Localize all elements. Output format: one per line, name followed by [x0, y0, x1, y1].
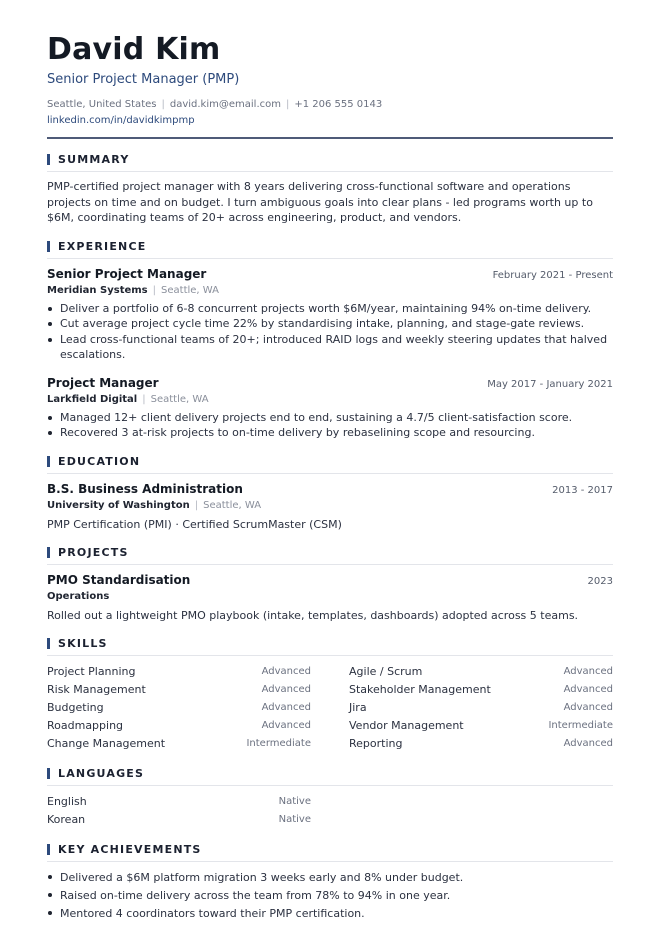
language-item [47, 793, 311, 811]
section-accent-bar [47, 547, 50, 558]
projects-section [47, 546, 613, 623]
section-title: SKILLS [58, 636, 108, 650]
skill-item [349, 681, 613, 699]
skill-level: Intermediate [246, 737, 311, 749]
contact-email[interactable]: david.kim@email.com [169, 99, 281, 110]
skill-name: Project Planning [47, 664, 136, 678]
language-item [47, 811, 311, 829]
resume-content [47, 33, 613, 923]
skill-name: Risk Management [47, 682, 146, 696]
section-accent-bar [47, 768, 50, 779]
contact-line [47, 98, 613, 111]
school-location: Seattle, WA [203, 499, 262, 511]
section-heading [47, 153, 613, 172]
section-title: PROJECTS [58, 545, 129, 559]
achievement-item: Mentored 4 coordinators toward their PMP certification. [47, 905, 613, 923]
section-title: LANGUAGES [58, 766, 145, 780]
skill-item [47, 663, 311, 681]
skill-item [47, 699, 311, 717]
contact-separator: | [161, 99, 165, 110]
section-heading [47, 546, 613, 565]
job-date: February 2021 - Present [492, 269, 613, 281]
skill-level: Advanced [261, 719, 311, 731]
skill-item [349, 699, 613, 717]
skill-name: Stakeholder Management [349, 682, 491, 696]
job-location: Seattle, WA [150, 393, 209, 405]
contact-location: Seattle, United States [47, 99, 157, 110]
language-level: Native [278, 795, 311, 807]
job-bullets [47, 410, 613, 441]
project-title: PMO Standardisation [47, 572, 191, 587]
languages-list [47, 793, 311, 829]
education-date: 2013 - 2017 [552, 484, 613, 496]
section-accent-bar [47, 638, 50, 649]
resume-header [47, 33, 613, 139]
job-bullet: Lead cross-functional teams of 20+; introduced RAID logs and weekly steering updates that halved escalations. [47, 332, 613, 363]
linkedin-link[interactable]: linkedin.com/in/davidkimpmp [47, 115, 195, 126]
skill-level: Advanced [563, 665, 613, 677]
achievement-item: Raised on-time delivery across the team from 78% to 94% in one year. [47, 887, 613, 905]
section-accent-bar [47, 456, 50, 467]
skill-level: Advanced [261, 665, 311, 677]
section-accent-bar [47, 154, 50, 165]
job-title: Project Manager [47, 375, 159, 390]
job-location: Seattle, WA [161, 284, 219, 296]
skill-level: Advanced [563, 701, 613, 713]
skill-name: Budgeting [47, 700, 104, 714]
section-title: SUMMARY [58, 153, 130, 166]
skill-item [349, 735, 613, 753]
language-name: English [47, 794, 87, 808]
school-separator: | [194, 499, 199, 511]
company-separator: | [142, 393, 146, 405]
section-title: EDUCATION [58, 454, 141, 468]
section-accent-bar [47, 241, 50, 252]
contact-phone[interactable]: +1 206 555 0143 [294, 99, 383, 110]
skill-item [47, 717, 311, 735]
skill-item [349, 663, 613, 681]
skill-name: Roadmapping [47, 718, 124, 732]
section-title: KEY ACHIEVEMENTS [58, 842, 202, 856]
skill-item [349, 717, 613, 735]
language-name: Korean [47, 812, 86, 826]
skill-level: Advanced [261, 683, 311, 695]
school-line [47, 499, 613, 512]
section-accent-bar [47, 844, 50, 855]
section-heading [47, 637, 613, 656]
achievements-section [47, 843, 613, 923]
project-category: Operations [47, 590, 110, 602]
section-heading [47, 455, 613, 474]
skill-name: Vendor Management [349, 718, 464, 732]
skills-section [47, 637, 613, 753]
project-category-line [47, 590, 613, 603]
job-company-line [47, 284, 613, 297]
project-date: 2023 [587, 575, 613, 587]
job-bullet: Managed 12+ client delivery projects end to end, sustaining a 4.7/5 client-satisfaction score. [47, 410, 613, 426]
skill-name: Jira [349, 700, 367, 714]
skill-name: Change Management [47, 736, 166, 750]
achievement-list [47, 869, 613, 923]
certifications-text: PMP Certification (PMI) · Certified ScrumMaster (CSM) [47, 517, 342, 531]
experience-section [47, 240, 613, 441]
job-title: Senior Project Manager [47, 266, 207, 281]
school-name: University of Washington [47, 499, 190, 511]
languages-section [47, 767, 613, 829]
job-bullet: Cut average project cycle time 22% by standardising intake, planning, and stage-gate reviews. [47, 316, 613, 332]
education-section [47, 455, 613, 532]
job-entry [47, 375, 613, 441]
skill-item [47, 681, 311, 699]
header-divider [47, 137, 613, 139]
summary-section [47, 153, 613, 226]
candidate-name: David Kim [47, 32, 221, 67]
job-entry [47, 266, 613, 363]
achievement-item: Delivered a $6M platform migration 3 weeks early and 8% under budget. [47, 869, 613, 887]
job-company: Meridian Systems [47, 284, 148, 296]
job-bullet: Deliver a portfolio of 6-8 concurrent projects worth $6M/year, maintaining 94% on-time delivery. [47, 301, 613, 317]
job-company: Larkfield Digital [47, 393, 138, 405]
candidate-title: Senior Project Manager (PMP) [47, 72, 240, 87]
skill-name: Agile / Scrum [349, 664, 423, 678]
skill-name: Reporting [349, 736, 403, 750]
skill-level: Intermediate [548, 719, 613, 731]
degree-title: B.S. Business Administration [47, 481, 243, 496]
section-title: EXPERIENCE [58, 239, 147, 253]
skill-level: Advanced [563, 737, 613, 749]
skill-level: Advanced [261, 701, 311, 713]
section-heading [47, 843, 613, 862]
job-company-line [47, 393, 613, 406]
job-date: May 2017 - January 2021 [487, 378, 613, 390]
job-bullets [47, 301, 613, 363]
skill-item [47, 735, 311, 753]
project-description: Rolled out a lightweight PMO playbook (intake, templates, dashboards) adopted across 5 teams. [47, 608, 579, 622]
job-bullet: Recovered 3 at-risk projects to on-time delivery by rebaselining scope and resourcing. [47, 425, 613, 441]
skills-grid [47, 663, 613, 753]
summary-text: PMP-certified project manager with 8 years delivering cross-functional software and operations projects on time and on budget. I turn ambiguous goals into clear plans - led programs worth up to $6M, coordinating teams of 20+ across engineering, product, and vendors. [47, 180, 593, 224]
language-level: Native [278, 813, 311, 825]
section-heading [47, 767, 613, 786]
company-separator: | [152, 284, 157, 296]
contact-separator: | [285, 99, 290, 110]
section-heading [47, 240, 613, 259]
skill-level: Advanced [563, 683, 613, 695]
